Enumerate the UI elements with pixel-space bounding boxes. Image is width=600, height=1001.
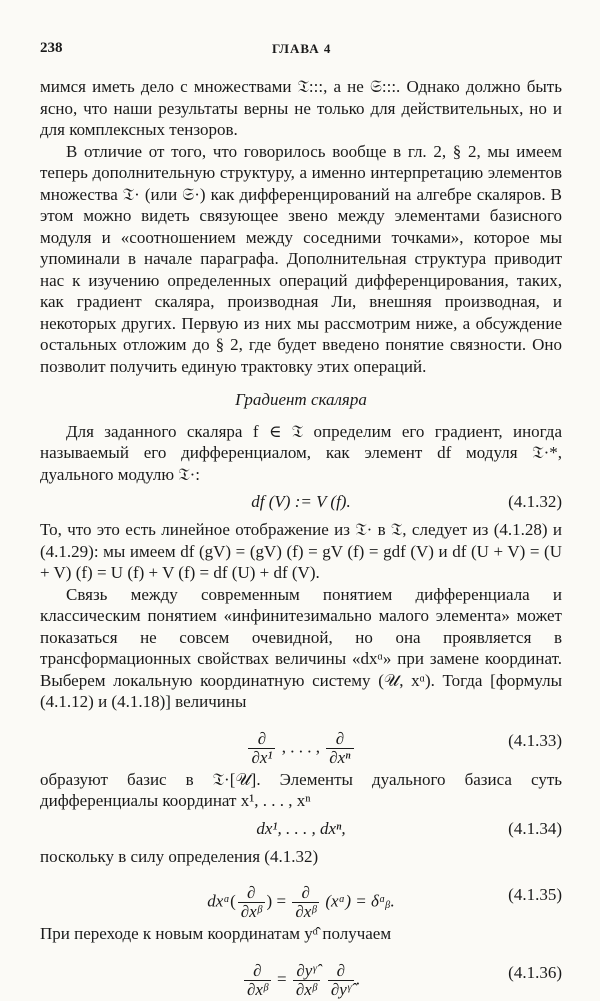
equation-4-1-35 xyxy=(40,871,562,919)
equation-4-1-32-formula: df (V) := V (f). xyxy=(251,492,351,511)
fraction: $\frac{\partial}{\text{∂x¹}}$ xyxy=(248,730,275,767)
equation-4-1-34-formula: dx¹, . . . , dxⁿ, xyxy=(256,818,346,838)
equation-4-1-33-formula: $\frac{\partial}{\text{∂x¹}}$ , . . . , $\frac{\partial}{\text{∂xⁿ}}$ xyxy=(40,730,562,767)
page-number: 238 xyxy=(40,40,63,56)
equation-4-1-32-number: (4.1.32) xyxy=(508,492,562,511)
paragraph-1: мимся иметь дело с множествами 𝔗:::, а не 𝔖:::. Однако должно быть ясно, что наши результаты верны не только для действительных, но и для комплексных тензоров. xyxy=(40,77,562,139)
fraction: $\frac{\partial}{\text{∂xᵝ}}$ xyxy=(292,884,319,921)
section-title: Градиент скаляра xyxy=(235,390,367,409)
paragraph-7: поскольку в силу определения (4.1.32) xyxy=(40,846,319,866)
fraction: $\frac{\partial}{\text{∂xᵝ}}$ xyxy=(238,884,265,921)
equation-4-1-35-number: (4.1.35) xyxy=(508,885,562,904)
paragraph-6: образуют базис в 𝔗·[𝒰]. Элементы дуального базиса суть дифференциалы координат x¹, . . . , xⁿ xyxy=(40,769,562,810)
equation-4-1-34 xyxy=(40,816,562,842)
paragraph-5: Связь между современным понятием дифференциала и классическим понятием «инфинитезимально малого элемента» может показаться не совсем очевидной, но она проявляется в трансформационных свойствах величины «dxᵅ» при замене координат. Выберем локальную координатную систему (𝒰, xᵅ). Тогда [формулы (4.1.12) и (4.1.18)] величины xyxy=(40,584,562,711)
equation-4-1-36-number: (4.1.36) xyxy=(508,962,562,982)
equation-4-1-36 xyxy=(40,949,562,997)
equation-4-1-34-number: (4.1.34) xyxy=(508,818,562,838)
paragraph-4: То, что это есть линейное отображение из 𝔗· в 𝔗, следует из (4.1.28) и (4.1.29): мы имеем df (gV) = (gV) (f) = gV (f) = gdf (V) и df (U + V) = (U + V) (f) = U (f) + V (f) = df (U) + df (V). xyxy=(40,520,562,582)
fraction: $\frac{\partial}{\text{∂xᵝ}}$ xyxy=(244,962,271,999)
fraction: $\frac{\partial}{\text{∂xⁿ}}$ xyxy=(326,730,353,767)
paragraph-8: При переходе к новым координатам yᵅ̂ получаем xyxy=(40,924,392,943)
paragraph-3: Для заданного скаляра f ∈ 𝔗 определим его градиент, иногда называемый его дифференциалом, как элемент df модуля 𝔗·*, дуального модулю 𝔗·: xyxy=(40,421,562,484)
paragraph-2: В отличие от того, что говорилось вообще в гл. 2, § 2, мы имеем теперь дополнительную структуру, а именно интерпретацию элементов множества 𝔗· (или 𝔖·) как дифференцирований на алгебре скаляров. В этом можно видеть связующее звено между элементами базисного модуля и «соотношением между соседними точками», которое мы упоминали в начале параграфа. Дополнительная структура приводит нас к изучению определенных операций дифференцирования, таких, как градиент скаляра, производная Ли, внешняя производная, и некоторых других. Первую из них мы рассмотрим ниже, а обсуждение остальных отложим до § 2, где будет введено понятие связности. Оно позволит получить единую трактовку этих операций. xyxy=(40,141,562,376)
fraction: $\frac{\partial}{\text{∂yᵞ̂}}$ xyxy=(328,962,354,999)
fraction: $\frac{\text{∂yᵞ̂}}{\text{∂xᵝ}}$ xyxy=(293,962,320,999)
equation-4-1-33 xyxy=(40,717,562,765)
equation-4-1-35-formula: dxᵅ( $\frac{\partial}{\text{∂xᵝ}}$ ) = $\frac{\partial}{\text{∂xᵝ}}$ (xᵅ) = δᵅᵦ. xyxy=(207,883,395,921)
running-title: ГЛАВА 4 xyxy=(272,41,332,56)
equation-4-1-33-number: (4.1.33) xyxy=(508,730,562,750)
equation-4-1-32 xyxy=(40,489,562,515)
page-body xyxy=(40,76,562,1001)
equation-4-1-36-formula: $\frac{\partial}{\text{∂xᵝ}}$ = $\frac{\text{∂yᵞ̂}}{\text{∂xᵝ}}$ $\frac{\partial}{\text{∂yᵞ̂}}$ . xyxy=(40,962,562,999)
page-header xyxy=(40,38,560,58)
